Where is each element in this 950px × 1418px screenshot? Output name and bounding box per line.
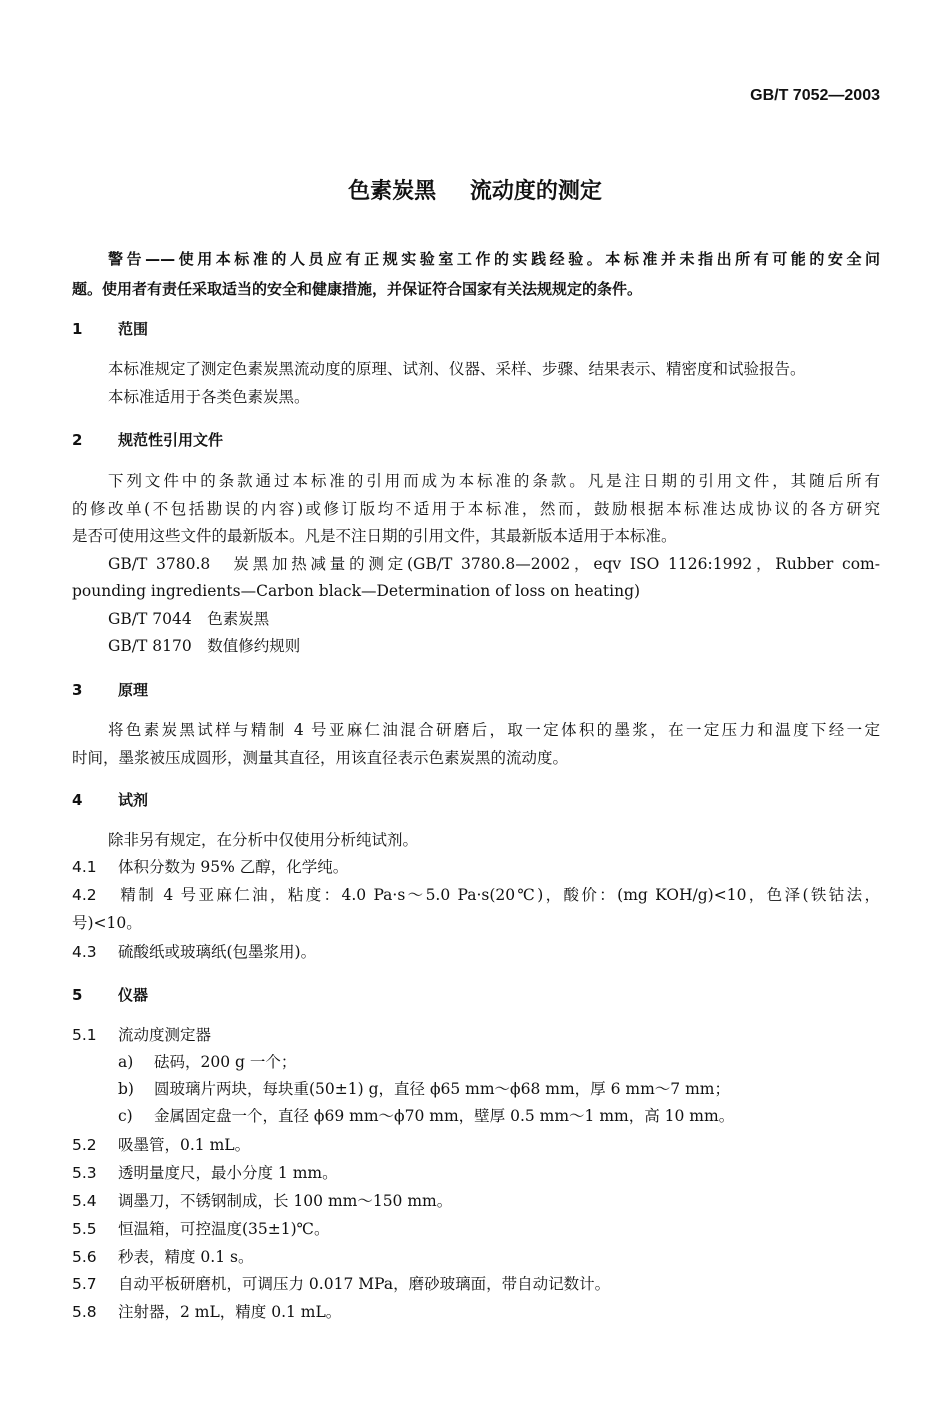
clause-5-7: 5.7 自动平板研磨机，可调压力 0.017 MPa，磨砂玻璃面，带自动记数计。 xyxy=(72,1275,611,1293)
section-title: 范围 xyxy=(118,320,149,338)
section-heading-2 xyxy=(72,430,880,450)
reference-line: GB/T 3780.8 炭黑加热减量的测定(GB/T 3780.8—2002，eqv ISO 1126:1992，Rubber com- xyxy=(108,555,880,573)
section-number: 3 xyxy=(72,681,83,699)
clause-4-2: 4.2 精制 4 号亚麻仁油，粘度：4.0 Pa·s～5.0 Pa·s(20℃)，酸价：(mg KOH/g)<10，色泽(铁钴法， xyxy=(72,886,880,904)
clause-4-3: 4.3 硫酸纸或玻璃纸(包墨浆用)。 xyxy=(72,943,317,961)
section-heading-5 xyxy=(72,985,880,1005)
sub-item-a: a) 砝码，200 g 一个； xyxy=(118,1053,297,1071)
clause-5-6: 5.6 秒表，精度 0.1 s。 xyxy=(72,1248,254,1266)
clause-5-2: 5.2 吸墨管，0.1 mL。 xyxy=(72,1136,251,1154)
clause-4-1: 4.1 体积分数为 95% 乙醇，化学纯。 xyxy=(72,858,349,876)
clause-5-1: 5.1 流动度测定器 xyxy=(72,1026,212,1044)
section-title: 试剂 xyxy=(118,791,149,809)
section-number: 2 xyxy=(72,431,83,449)
paragraph-line: 除非另有规定，在分析中仅使用分析纯试剂。 xyxy=(108,831,419,849)
section-title: 规范性引用文件 xyxy=(118,431,224,449)
clause-4-2-cont: 号)<10。 xyxy=(72,914,142,932)
reference-line: pounding ingredients—Carbon black—Determination of loss on heating) xyxy=(72,582,641,600)
section-number: 1 xyxy=(72,320,83,338)
paragraph-line: 的修改单(不包括勘误的内容)或修订版均不适用于本标准，然而，鼓励根据本标准达成协议的各方研究 xyxy=(72,500,880,518)
paragraph-line: 是否可使用这些文件的最新版本。凡是不注日期的引用文件，其最新版本适用于本标准。 xyxy=(72,527,677,545)
document-title: 色素炭黑 流动度的测定 xyxy=(348,179,602,204)
reference-line: GB/T 8170 数值修约规则 xyxy=(108,637,301,655)
standard-number: GB/T 7052—2003 xyxy=(750,87,880,104)
section-title: 原理 xyxy=(118,681,149,699)
clause-5-8: 5.8 注射器，2 mL，精度 0.1 mL。 xyxy=(72,1303,342,1321)
paragraph-line: 本标准规定了测定色素炭黑流动度的原理、试剂、仪器、采样、步骤、结果表示、精密度和试验报告。 xyxy=(108,360,806,378)
section-number: 5 xyxy=(72,986,83,1004)
clause-5-5: 5.5 恒温箱，可控温度(35±1)℃。 xyxy=(72,1220,330,1238)
sub-item-c: c) 金属固定盘一个，直径 ϕ69 mm～ϕ70 mm，壁厚 0.5 mm～1 mm，高 10 mm。 xyxy=(118,1107,735,1125)
paragraph-line: 本标准适用于各类色素炭黑。 xyxy=(108,388,310,406)
warning-line: 题。使用者有责任采取适当的安全和健康措施，并保证符合国家有关法规规定的条件。 xyxy=(72,280,643,298)
clause-5-3: 5.3 透明量度尺，最小分度 1 mm。 xyxy=(72,1164,338,1182)
section-heading-4 xyxy=(72,790,880,810)
clause-5-4: 5.4 调墨刀，不锈钢制成，长 100 mm～150 mm。 xyxy=(72,1192,453,1210)
reference-line: GB/T 7044 色素炭黑 xyxy=(108,610,270,628)
section-title: 仪器 xyxy=(118,986,149,1004)
section-heading-3 xyxy=(72,680,880,700)
warning-line: 警告——使用本标准的人员应有正规实验室工作的实践经验。本标准并未指出所有可能的安全问 xyxy=(108,250,880,268)
paragraph-line: 将色素炭黑试样与精制 4 号亚麻仁油混合研磨后，取一定体积的墨浆，在一定压力和温度下经一定 xyxy=(108,721,880,739)
paragraph-line: 下列文件中的条款通过本标准的引用而成为本标准的条款。凡是注日期的引用文件，其随后所有 xyxy=(108,472,880,490)
section-number: 4 xyxy=(72,791,83,809)
paragraph-line: 时间，墨浆被压成圆形，测量其直径，用该直径表示色素炭黑的流动度。 xyxy=(72,749,569,767)
sub-item-b: b) 圆玻璃片两块，每块重(50±1) g，直径 ϕ65 mm～ϕ68 mm，厚 6 mm～7 mm； xyxy=(118,1080,730,1098)
section-heading-1 xyxy=(72,319,880,339)
